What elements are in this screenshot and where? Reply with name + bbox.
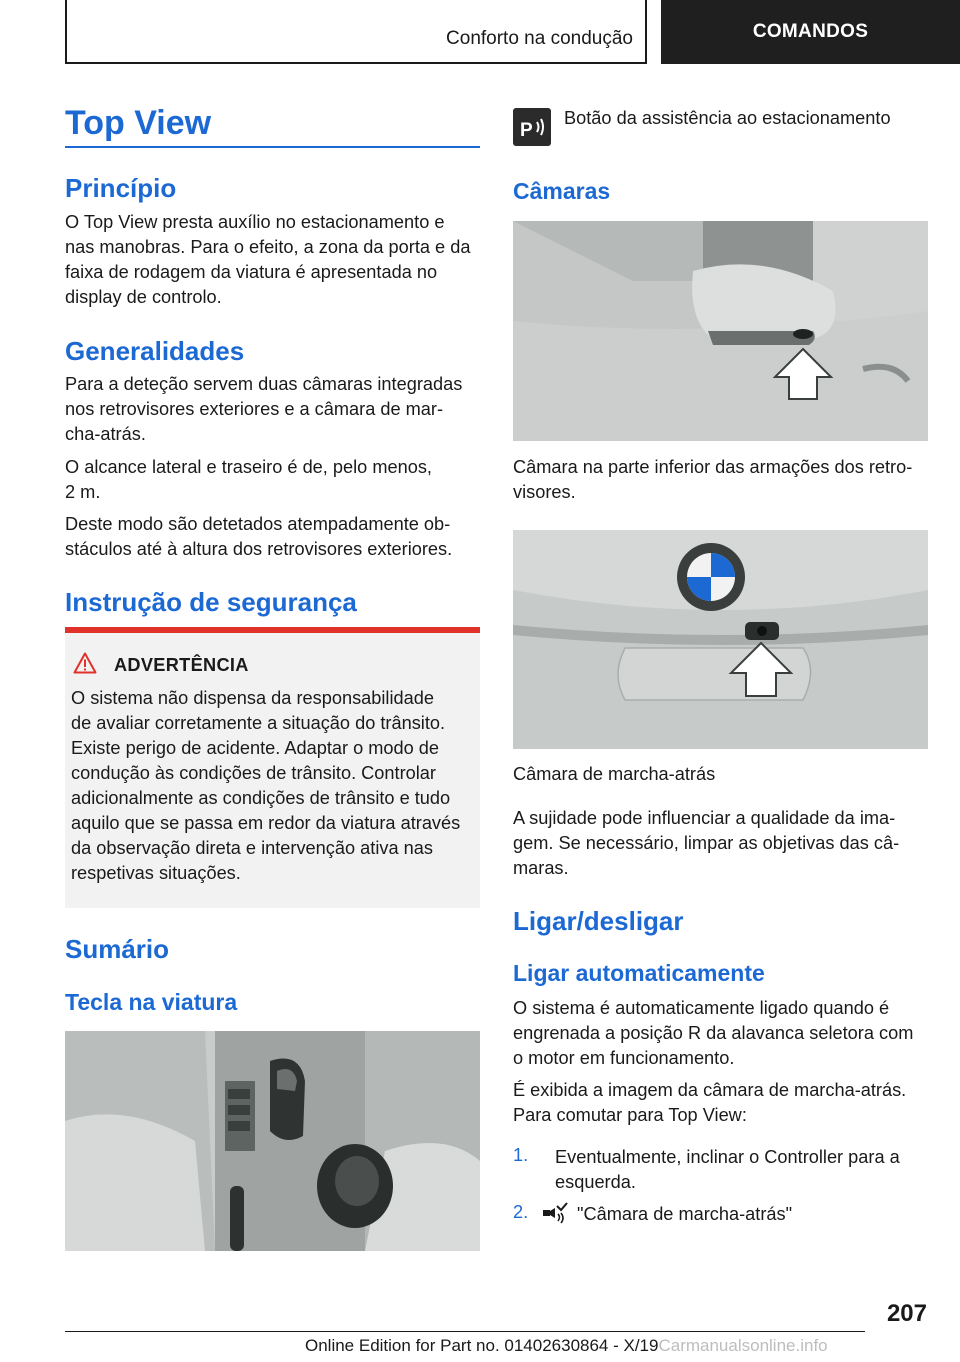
text-line: visores. xyxy=(513,482,576,502)
text-line: maras. xyxy=(513,858,569,878)
text-line: engrenada a posição R da alavanca seletora com xyxy=(513,1023,914,1043)
rear-camera-icon xyxy=(541,1202,569,1229)
general-paragraph-2 xyxy=(65,455,485,505)
header-section-box xyxy=(65,0,647,64)
text-line: O Top View presta auxílio no estacionamento e xyxy=(65,212,445,232)
center-console-photo xyxy=(65,1031,480,1251)
text-line: cha-atrás. xyxy=(65,424,146,444)
text-line: O sistema é automaticamente ligado quando é xyxy=(513,998,890,1018)
text-line: nas manobras. Para o efeito, a zona da porta e da xyxy=(65,237,471,257)
text-line: o motor em funcionamento. xyxy=(513,1048,735,1068)
subheading-button-in-vehicle: Tecla na viatura xyxy=(65,989,238,1015)
text-line: display de controlo. xyxy=(65,287,222,307)
header-chapter-tab: COMANDOS xyxy=(661,0,960,64)
warning-text xyxy=(71,686,480,886)
text-line: É exibida a imagem da câmara de marcha-atrás. xyxy=(513,1080,907,1100)
warning-triangle-icon xyxy=(73,652,97,679)
step-1-text xyxy=(555,1145,935,1195)
page-title: Top View xyxy=(65,104,212,142)
text-line: condução às condições de trânsito. Controlar xyxy=(71,763,436,783)
heading-cameras: Câmaras xyxy=(513,178,611,204)
text-line: Eventualmente, inclinar o Controller para a xyxy=(555,1147,900,1167)
rear-camera-photo xyxy=(513,530,928,749)
text-line: Câmara na parte inferior das armações dos retro- xyxy=(513,457,913,477)
text-line: adicionalmente as condições de trânsito e tudo xyxy=(71,788,451,808)
footer-edition xyxy=(305,1336,828,1356)
text-line: de avaliar corretamente a situação do trânsito. xyxy=(71,713,446,733)
title-rule xyxy=(65,146,480,148)
text-line: stáculos até à altura dos retrovisores exteriores. xyxy=(65,539,453,559)
step-1-number: 1. xyxy=(513,1145,529,1165)
side-mirror-camera-photo xyxy=(513,221,928,441)
heading-principle: Princípio xyxy=(65,173,177,203)
heading-general: Generalidades xyxy=(65,336,245,366)
text-line: Deste modo são detetados atempadamente ob- xyxy=(65,514,451,534)
onoff-paragraph-2 xyxy=(513,1078,933,1128)
caption-mirror-camera xyxy=(513,455,933,505)
general-paragraph-1 xyxy=(65,372,485,447)
step-2-number: 2. xyxy=(513,1202,529,1222)
text-line: 2 m. xyxy=(65,482,101,502)
text-line: nos retrovisores exteriores e a câmara de mar- xyxy=(65,399,444,419)
caption-rear-camera: Câmara de marcha-atrás xyxy=(513,764,716,784)
svg-text:P: P xyxy=(520,120,533,141)
warning-title: ADVERTÊNCIA xyxy=(114,655,249,675)
watermark-text: Carmanualsonline.info xyxy=(658,1336,828,1355)
footer-rule xyxy=(65,1331,865,1332)
warning-top-bar xyxy=(65,627,480,633)
edition-text: Online Edition for Part no. 01402630864 - X/19 xyxy=(305,1336,659,1355)
text-line: Para a deteção servem duas câmaras integradas xyxy=(65,374,463,394)
text-line: esquerda. xyxy=(555,1172,636,1192)
text-line: da observação direta e intervenção ativa nas xyxy=(71,838,433,858)
text-line: A sujidade pode influenciar a qualidade da ima- xyxy=(513,808,896,828)
text-line: O alcance lateral e traseiro é de, pelo menos, xyxy=(65,457,432,477)
text-line: O sistema não dispensa da responsabilidade xyxy=(71,688,434,708)
header-section-title: Conforto na condução xyxy=(446,28,633,49)
text-line: Existe perigo de acidente. Adaptar o modo de xyxy=(71,738,440,758)
subheading-auto-on: Ligar automaticamente xyxy=(513,960,765,986)
principle-paragraph xyxy=(65,210,485,310)
step-2-text: "Câmara de marcha-atrás" xyxy=(577,1204,793,1224)
text-line: gem. Se necessário, limpar as objetivas das câ- xyxy=(513,833,900,853)
heading-summary: Sumário xyxy=(65,934,170,964)
general-paragraph-3 xyxy=(65,512,485,562)
text-line: Para comutar para Top View: xyxy=(513,1105,747,1125)
text-line: respetivas situações. xyxy=(71,863,241,883)
page-number: 207 xyxy=(886,1300,927,1327)
heading-on-off: Ligar/desligar xyxy=(513,906,684,936)
heading-safety: Instrução de segurança xyxy=(65,587,357,617)
onoff-paragraph-1 xyxy=(513,996,933,1071)
text-line: aquilo que se passa em redor da viatura através xyxy=(71,813,461,833)
button-caption: Botão da assistência ao estacionamento xyxy=(564,108,891,128)
park-assist-button-icon xyxy=(513,108,551,151)
cameras-paragraph xyxy=(513,806,933,881)
text-line: faixa de rodagem da viatura é apresentada no xyxy=(65,262,438,282)
